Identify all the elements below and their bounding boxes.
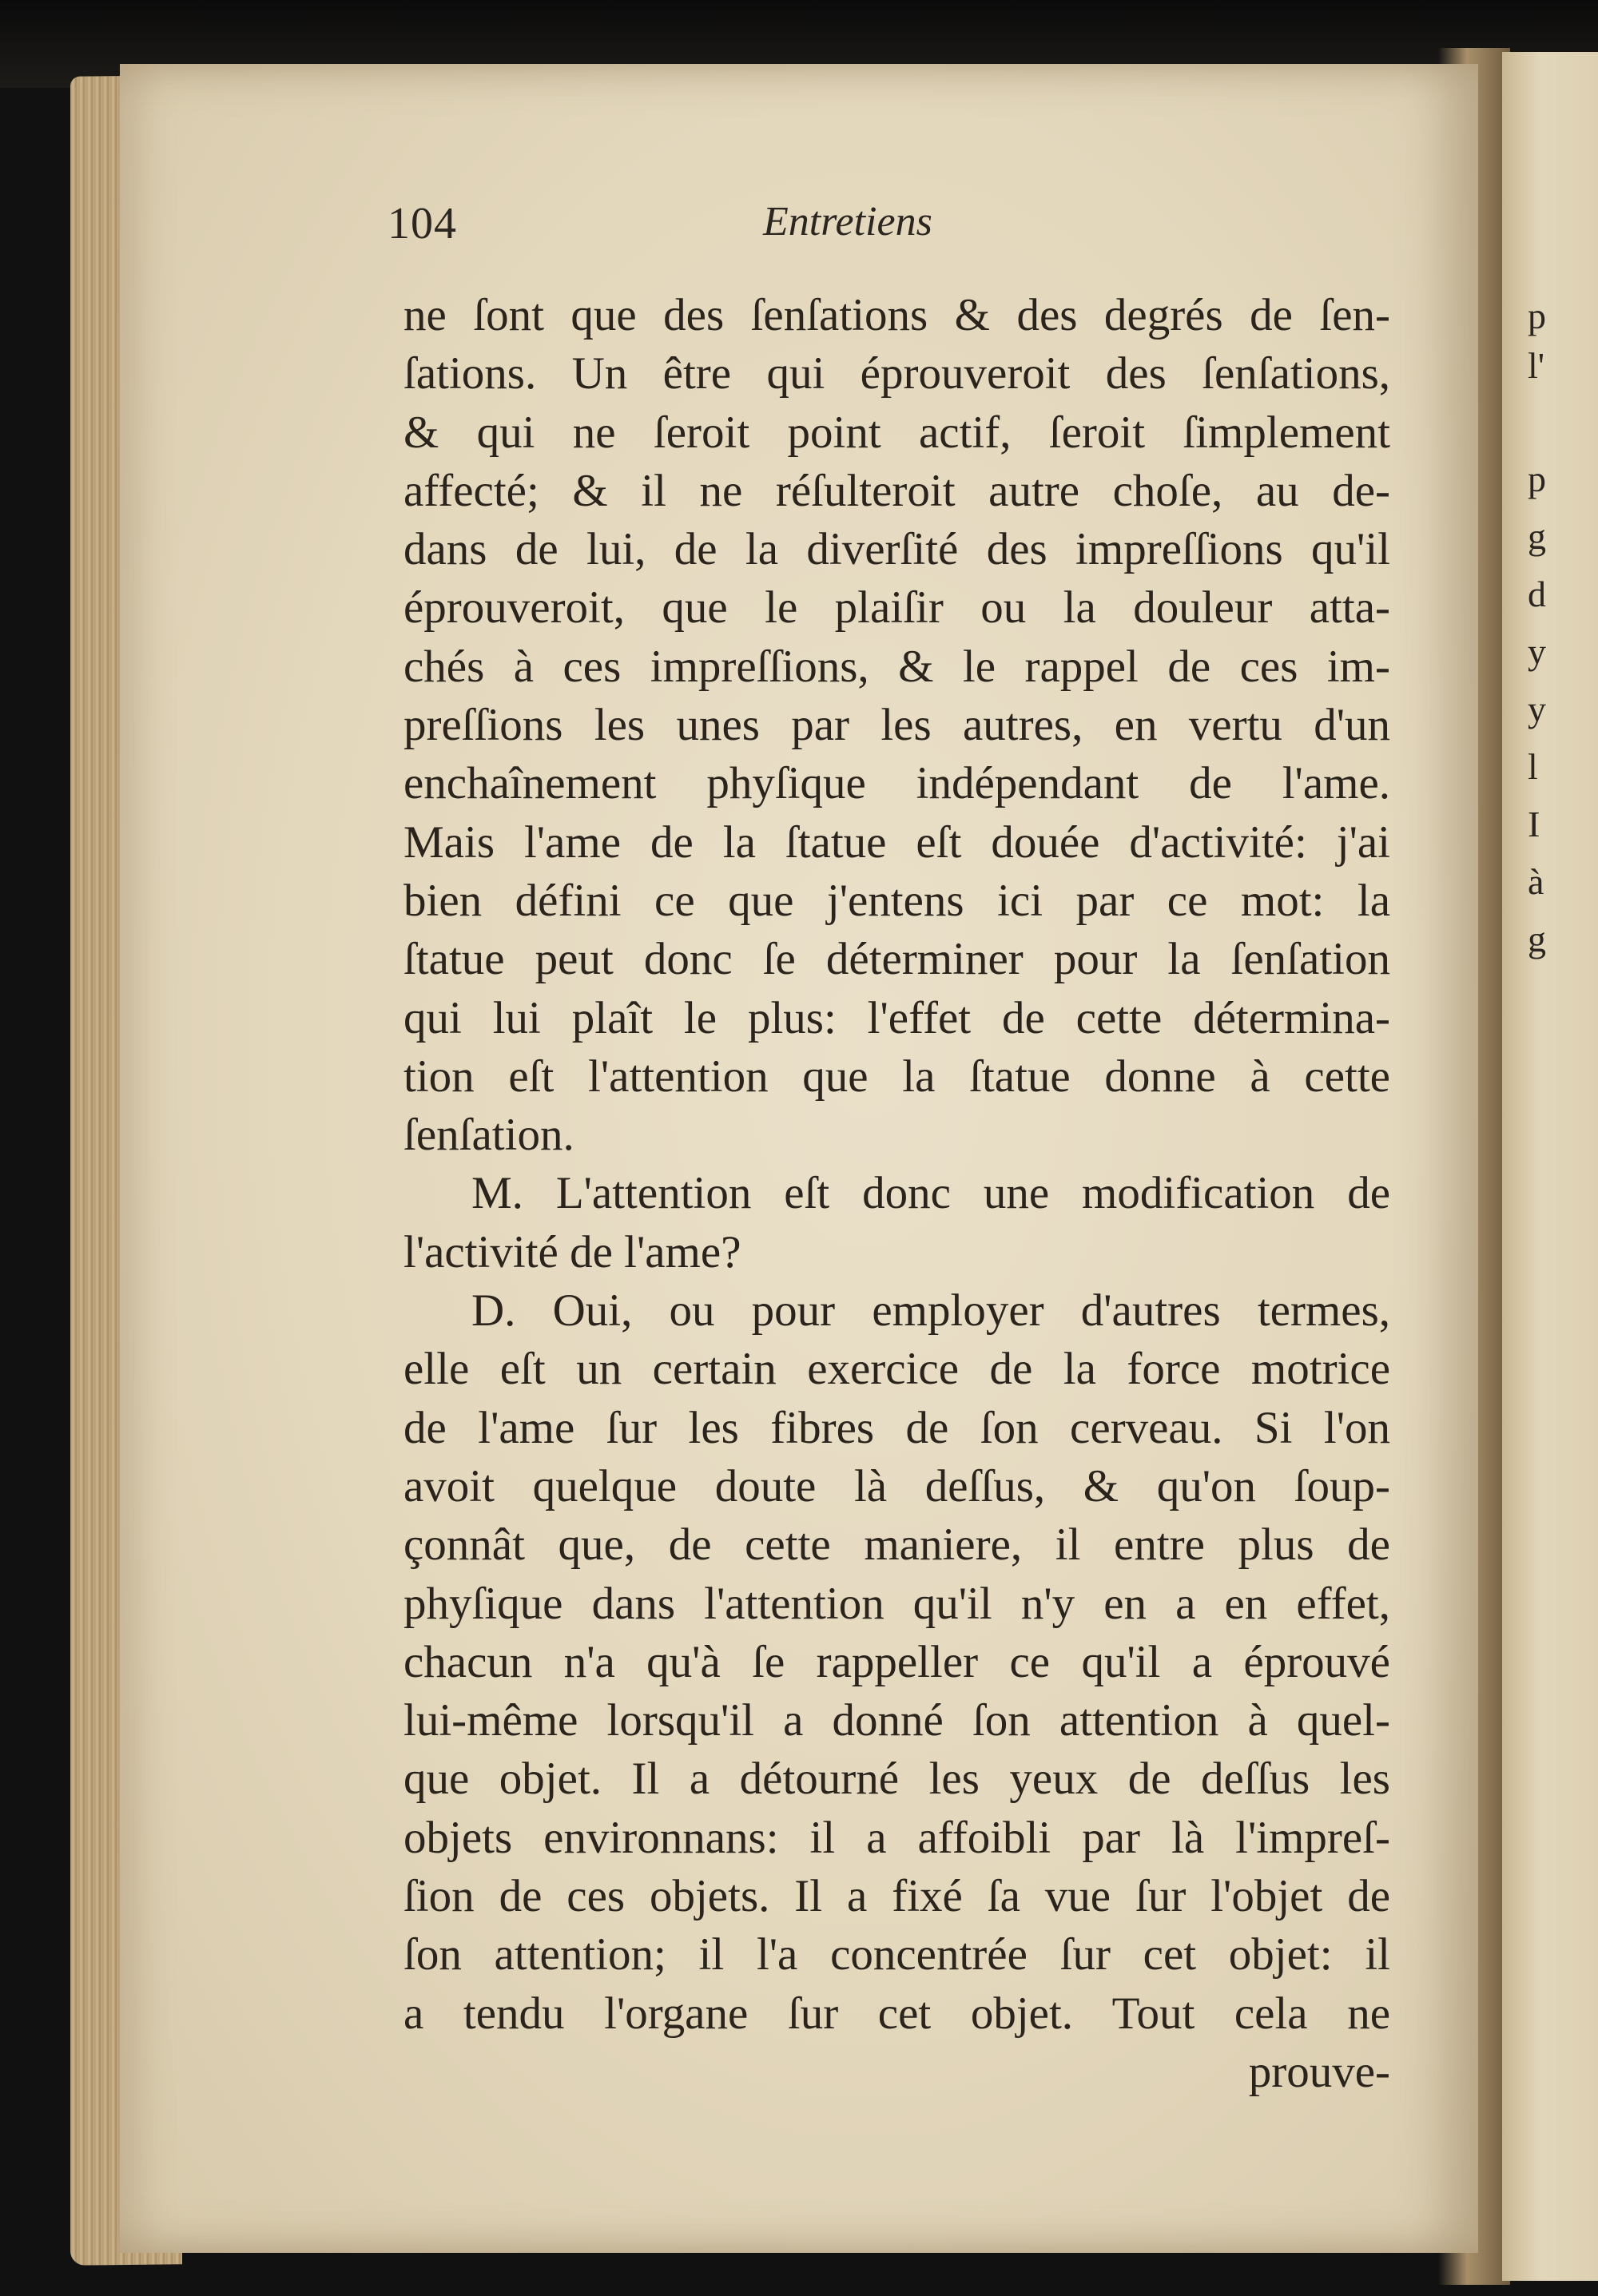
text-line: l'activité de l'ame? bbox=[403, 1226, 741, 1277]
text-line: ſon attention; il l'a concentrée ſur cet objet: il bbox=[403, 1929, 1390, 1980]
text-line: lui-même lorsqu'il a donné ſon attention à quel- bbox=[403, 1695, 1390, 1746]
text-line: ſtatue peut donc ſe déterminer pour la ſenſation bbox=[403, 934, 1390, 985]
facing-page-letter: p bbox=[1528, 459, 1546, 499]
text-line: chacun n'a qu'à ſe rappeller ce qu'il a éprouvé bbox=[403, 1636, 1390, 1687]
facing-page-letter: y bbox=[1528, 631, 1546, 672]
text-line: çonnât que, de cette maniere, il entre plus de bbox=[403, 1519, 1390, 1571]
text-line: preſſions les unes par les autres, en vertu d'un bbox=[403, 700, 1390, 751]
text-line: ne ſont que des ſenſations & des degrés de ſen- bbox=[403, 290, 1390, 340]
facing-page-letter: y bbox=[1528, 689, 1546, 729]
text-line: affecté; & il ne réſulteroit autre choſe, au de- bbox=[403, 465, 1390, 516]
facing-page-letter: l bbox=[1528, 746, 1538, 787]
text-line: enchaînement phyſique indépendant de l'ame. bbox=[403, 758, 1390, 809]
text-line: tion eſt l'attention que la ſtatue donne à cette bbox=[403, 1051, 1390, 1102]
facing-page-text bbox=[1528, 288, 1598, 968]
facing-page-letter: I bbox=[1528, 804, 1540, 844]
catchword: prouve- bbox=[1248, 2046, 1390, 2097]
text-line: elle eſt un certain exercice de la force motrice bbox=[403, 1344, 1390, 1395]
text-line: chés à ces impreſſions, & le rappel de ces im- bbox=[403, 641, 1390, 692]
text-line: M. L'attention eſt donc une modification de bbox=[471, 1168, 1390, 1219]
facing-page-letter: g bbox=[1528, 919, 1546, 959]
facing-page-letter: g bbox=[1528, 516, 1546, 557]
text-line: ſenſation. bbox=[403, 1110, 574, 1161]
text-line: bien défini ce que j'entens ici par ce mot: la bbox=[403, 875, 1390, 926]
text-line: objets environnans: il a affoibli par là l'impreſ- bbox=[403, 1812, 1390, 1863]
text-line: ſations. Un être qui éprouveroit des ſenſations, bbox=[403, 348, 1390, 399]
text-line: & qui ne ſeroit point actif, ſeroit ſimplement bbox=[403, 407, 1390, 458]
text-line: phyſique dans l'attention qu'il n'y en a en effet, bbox=[403, 1578, 1390, 1629]
text-line: avoit quelque doute là deſſus, & qu'on ſoup- bbox=[403, 1460, 1390, 1511]
text-line: que objet. Il a détourné les yeux de deſſus les bbox=[403, 1754, 1390, 1805]
page-number: 104 bbox=[388, 199, 457, 248]
text-line: Mais l'ame de la ſtatue eſt douée d'activité: j'ai bbox=[403, 816, 1390, 868]
text-line: qui lui plaît le plus: l'effet de cette détermina- bbox=[403, 992, 1390, 1043]
body-text bbox=[403, 286, 1390, 2101]
text-line: ſion de ces objets. Il a fixé ſa vue ſur l'objet de bbox=[403, 1871, 1390, 1922]
text-line: a tendu l'organe ſur cet objet. Tout cela ne bbox=[403, 1988, 1390, 2039]
text-line: dans de lui, de la diverſité des impreſſions qu'il bbox=[403, 524, 1390, 575]
facing-page-letter: d bbox=[1528, 574, 1546, 614]
text-line: de l'ame ſur les fibres de ſon cerveau. Si l'on bbox=[403, 1402, 1390, 1453]
text-line: D. Oui, ou pour employer d'autres termes, bbox=[471, 1285, 1390, 1337]
facing-page-letter: p bbox=[1528, 296, 1546, 336]
facing-page-letter: l' bbox=[1528, 345, 1545, 386]
facing-page-letter: à bbox=[1528, 861, 1544, 902]
text-line: éprouveroit, que le plaiſir ou la douleur atta- bbox=[403, 582, 1390, 634]
running-head: Entretiens bbox=[763, 199, 932, 244]
